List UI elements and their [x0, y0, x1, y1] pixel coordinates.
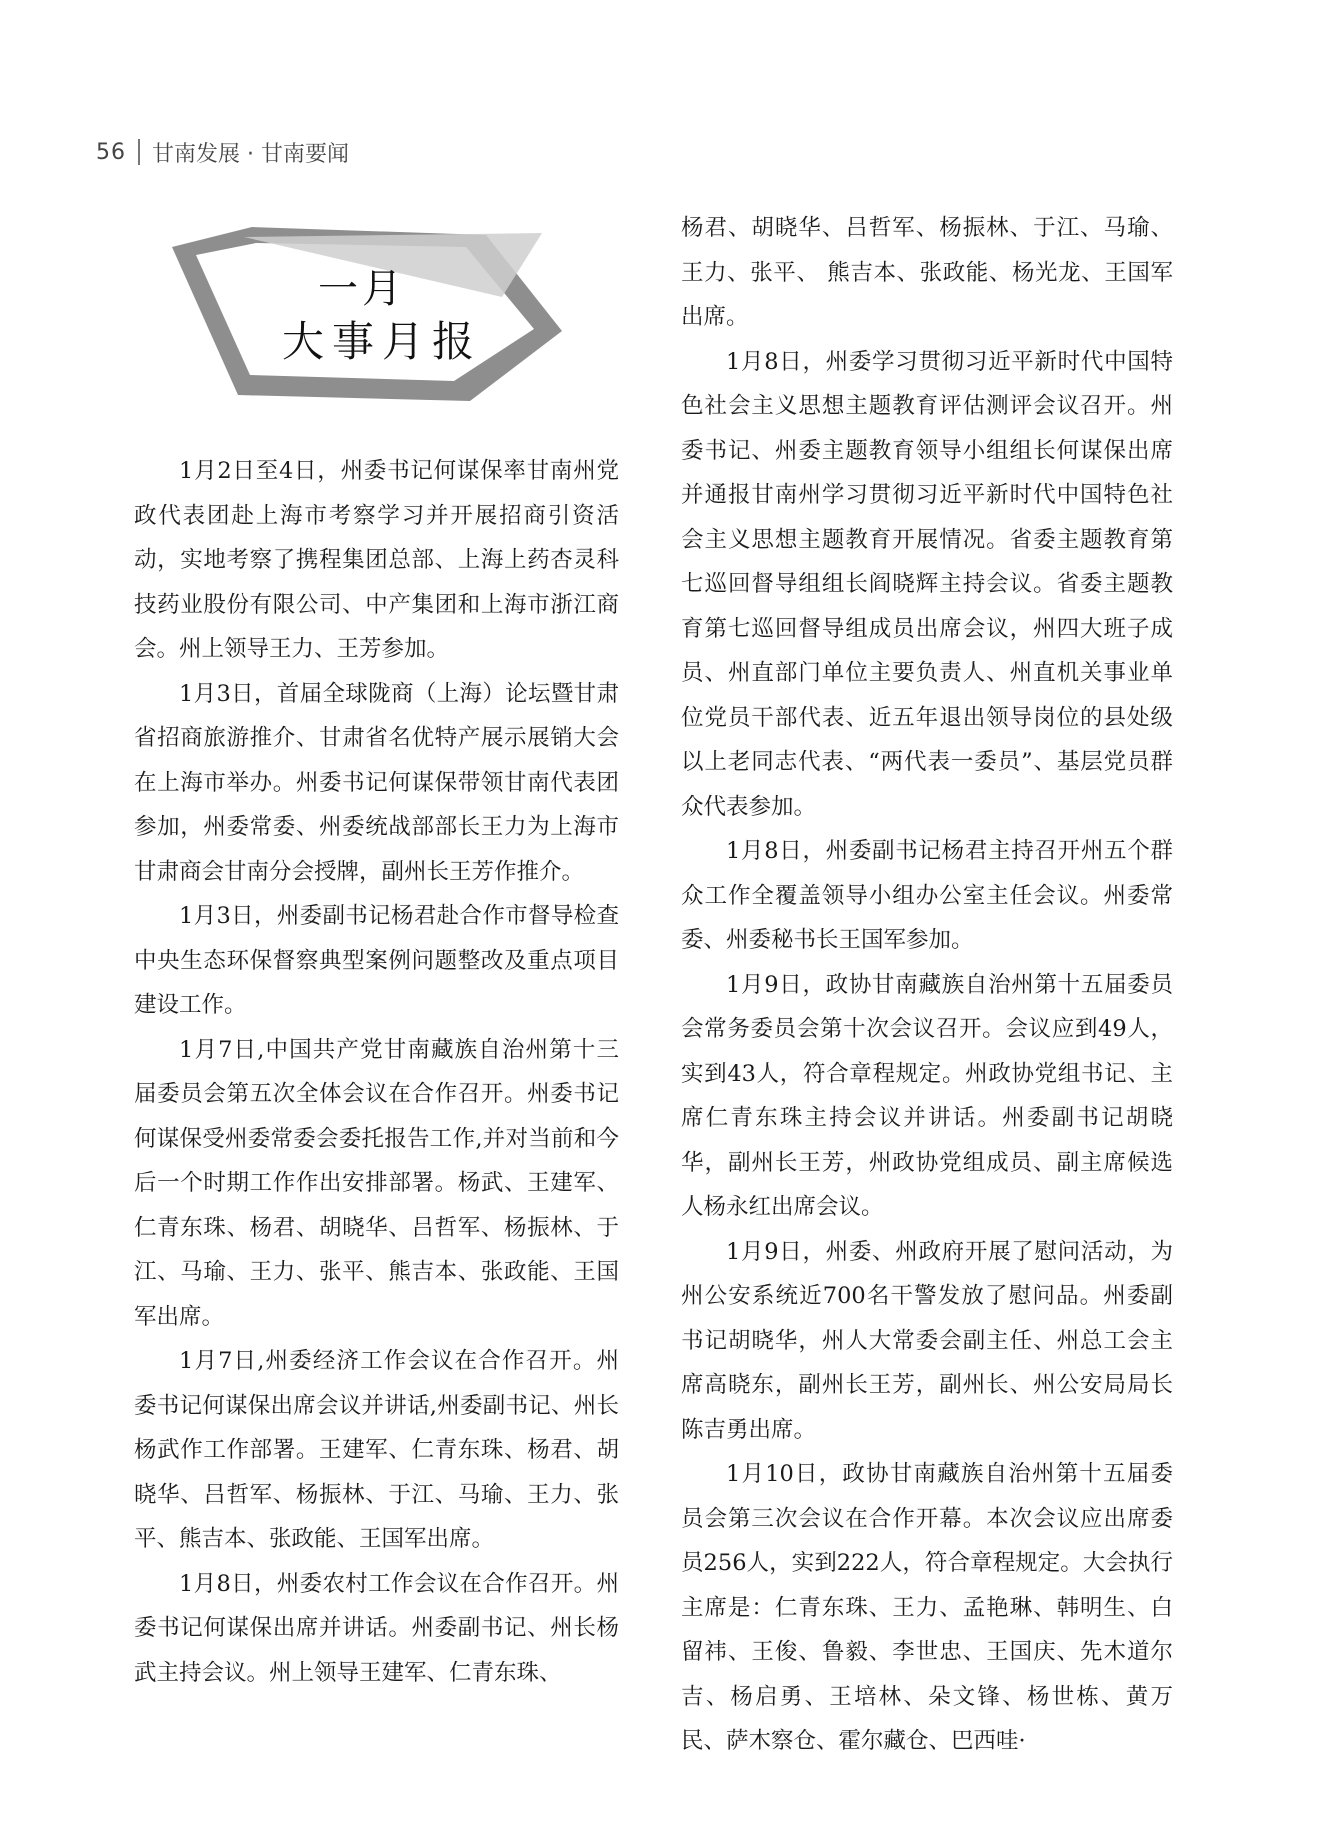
month-title-badge — [170, 225, 590, 415]
news-paragraph: 1月8日，州委学习贯彻习近平新时代中国特色社会主义思想主题教育评估测评会议召开。州委书记、州委主题教育领导小组组长何谋保出席并通报甘南州学习贯彻习近平新时代中国特色社会主义思想主题教育开展情况。省委主题教育第七巡回督导组组长阎晓辉主持会议。省委主题教育第七巡回督导组成员出席会议，州四大班子成员、州直部门单位主要负责人、州直机关事业单位党员干部代表、近五年退出领导岗位的县处级以上老同志代表、“两代表一委员”、基层党员群众代表参加。 — [681, 348, 1173, 820]
news-paragraph: 1月2日至4日，州委书记何谋保率甘南州党政代表团赴上海市考察学习并开展招商引资活动，实地考察了携程集团总部、上海上药杏灵科技药业股份有限公司、中产集团和上海市浙江商会。州上领导王力、王芳参加。 — [134, 458, 619, 662]
page-number: 56 — [96, 139, 126, 165]
news-paragraph-continuation: 杨君、胡晓华、吕哲军、杨振林、于江、马瑜、王力、张平、 熊吉本、张政能、杨光龙、王国军出席。 — [681, 215, 1173, 330]
news-paragraph: 1月8日，州委副书记杨君主持召开州五个群众工作全覆盖领导小组办公室主任会议。州委常委、州委秘书长王国军参加。 — [681, 838, 1173, 953]
news-paragraph: 1月8日，州委农村工作会议在合作召开。州委书记何谋保出席并讲话。州委副书记、州长杨武主持会议。州上领导王建军、仁青东珠、 — [134, 1570, 619, 1686]
header-divider — [138, 139, 140, 165]
news-paragraph: 1月7日,州委经济工作会议在合作召开。州委书记何谋保出席会议并讲话,州委副书记、州长杨武作工作部署。王建军、仁青东珠、杨君、胡晓华、吕哲军、杨振林、于江、马瑜、王力、张平、熊吉本、张政能、王国军出席。 — [134, 1348, 619, 1552]
news-paragraph: 1月9日，政协甘南藏族自治州第十五届委员会常务委员会第十次会议召开。会议应到49人，实到43人，符合章程规定。州政协党组书记、主席仁青东珠主持会议并讲话。州委副书记胡晓华，副州长王芳，州政协党组成员、副主席候选人杨永红出席会议。 — [681, 971, 1173, 1220]
news-paragraph: 1月9日，州委、州政府开展了慰问活动，为州公安系统近700名干警发放了慰问品。州委副书记胡晓华，州人大常委会副主任、州总工会主席高晓东，副州长王芳，副州长、州公安局局长陈吉勇出席。 — [681, 1238, 1173, 1443]
left-column — [134, 449, 619, 1695]
title-month: 一月 — [318, 266, 406, 312]
section-title: 甘南发展 · 甘南要闻 — [152, 141, 349, 167]
news-paragraph: 1月10日，政协甘南藏族自治州第十五届委员会第三次会议在合作开幕。本次会议应出席委员256人，实到222人，符合章程规定。大会执行主席是：仁青东珠、王力、孟艳琳、韩明生、白留祎、王俊、鲁毅、李世忠、王国庆、先木道尔吉、杨启勇、王培林、朵文锋、杨世栋、黄万民、萨木察仓、霍尔藏仓、巴西哇· — [681, 1461, 1173, 1754]
news-paragraph: 1月7日,中国共产党甘南藏族自治州第十三届委员会第五次全体会议在合作召开。州委书记何谋保受州委常委会委托报告工作,并对当前和今后一个时期工作作出安排部署。杨武、王建军、仁青东珠、杨君、胡晓华、吕哲军、杨振林、于江、马瑜、王力、张平、熊吉本、张政能、王国军出席。 — [134, 1036, 619, 1330]
news-paragraph: 1月3日，州委副书记杨君赴合作市督导检查中央生态环保督察典型案例问题整改及重点项目建设工作。 — [134, 903, 619, 1018]
page-header — [96, 134, 349, 170]
news-paragraph: 1月3日，首届全球陇商（上海）论坛暨甘肃省招商旅游推介、甘肃省名优特产展示展销大会在上海市举办。州委书记何谋保带领甘南代表团参加，州委常委、州委统战部部长王力为上海市甘肃商会甘南分会授牌，副州长王芳作推介。 — [134, 680, 619, 885]
title-heading: 大事月报 — [282, 317, 483, 366]
right-column — [681, 206, 1173, 1764]
